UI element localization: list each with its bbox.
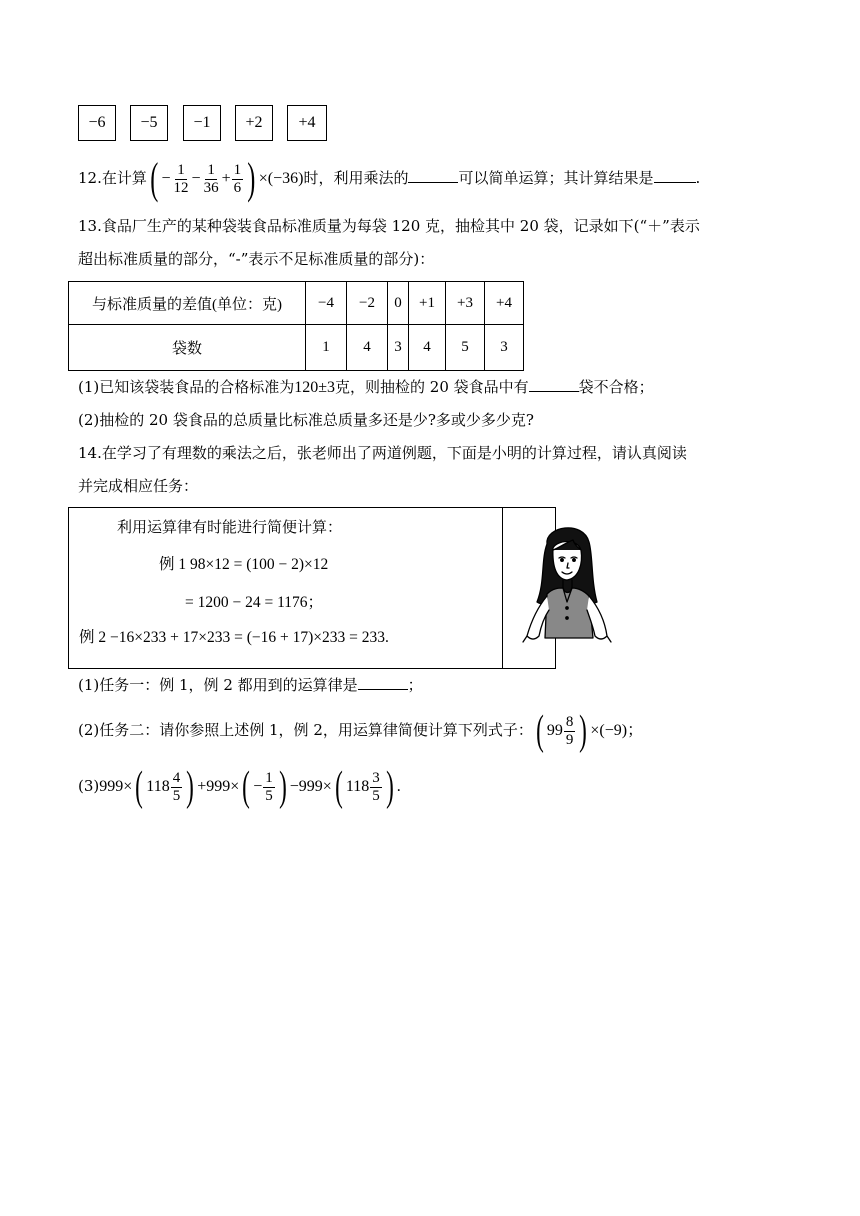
table-cell: 1: [306, 325, 347, 371]
q14-task2-lparen: (: [536, 708, 544, 754]
q14-task3-lparen2: (: [242, 764, 251, 810]
q14-task3-part1: 999×: [99, 778, 133, 795]
table-cell: +4: [485, 282, 524, 325]
example-box-divider: [502, 508, 503, 668]
q14-task1-text: (1)任务一：例 1，例 2 都用到的运算律是: [78, 676, 358, 694]
q13-line-2: 超出标准质量的部分，“-”表示不足标准质量的部分)：: [78, 250, 435, 268]
table-cell: −4: [306, 282, 347, 325]
q12-f2-num: 1: [207, 161, 215, 178]
q14-task3-fraction3: [370, 770, 382, 805]
q14-task3-rparen1: ): [186, 764, 195, 810]
example-1-line-a: 例 1 98×12 = (100 − 2)×12: [159, 556, 329, 573]
q14-task2-den: 9: [565, 731, 574, 748]
example-1-line-b: = 1200 − 24 = 1176；: [185, 594, 324, 611]
number-box-4: +2: [235, 105, 273, 141]
q14-task1-end: ；: [407, 676, 423, 694]
table-header-count: 袋数: [69, 325, 306, 371]
q13-data-table: [68, 281, 524, 371]
table-cell: 4: [347, 325, 388, 371]
q14-task2-whole: 99: [546, 722, 563, 739]
question-12: [78, 154, 701, 203]
q14-task3-den3: 5: [372, 787, 380, 804]
q12-blank-1: [408, 166, 458, 183]
q14-task3-num1: 4: [172, 769, 181, 786]
table-cell: 3: [388, 325, 409, 371]
q13-line-1: 13.食品厂生产的某种袋装食品标准质量为每袋 120 克，抽检其中 20 袋，记录如下(“＋”表示: [78, 217, 700, 235]
q14-task-1: [78, 673, 423, 696]
table-cell: 3: [485, 325, 524, 371]
q12-left-paren: (: [150, 154, 159, 203]
q12-f1-den: 12: [173, 179, 189, 196]
q13-sub-1: [78, 375, 654, 399]
q13-sub1-text-a: (1)已知该袋装食品的合格标准为: [78, 378, 295, 396]
number-box-1: −6: [78, 105, 116, 141]
q12-f1-num: 1: [177, 161, 185, 178]
q13-blank: [529, 375, 579, 392]
example-2-line: 例 2 −16×233 + 17×233 = (−16 + 17)×233 = 233.: [79, 629, 389, 646]
example-box: [68, 507, 556, 669]
q14-task3-fraction1: [171, 770, 183, 805]
q14-line-1: 14.在学习了有理数的乘法之后，张老师出了两道例题，下面是小明的计算过程，请认真阅读: [78, 444, 687, 462]
table-cell: 0: [388, 282, 409, 325]
q12-blank-2: [654, 166, 696, 183]
q12-fraction-1: [172, 162, 191, 197]
q14-task2-text: (2)任务二：请你参照上述例 1，例 2，用运算律简便计算下列式子：: [78, 721, 533, 739]
q14-task3-num2: 1: [265, 769, 273, 786]
table-cell: 5: [446, 325, 485, 371]
q12-right-paren: ): [247, 154, 256, 203]
q14-task2-tail: ×(−9)；: [590, 722, 644, 739]
table-cell: +1: [409, 282, 446, 325]
q12-times-part: ×(−36): [258, 170, 304, 187]
example-title: 利用运算律有时能进行简便计算：: [117, 518, 343, 536]
q14-line-2: 并完成相应任务：: [78, 477, 199, 495]
q14-task2-fraction: [564, 714, 576, 749]
q14-task3-whole3: 118: [345, 778, 370, 795]
q14-task1-blank: [358, 673, 408, 690]
table-header-diff: 与标准质量的差值(单位：克): [69, 282, 306, 325]
q14-task3-rparen3: ): [385, 764, 394, 810]
q14-task3-num3: 3: [372, 769, 380, 786]
q14-task3-lparen1: (: [135, 764, 144, 810]
q12-prefix: 12.在计算: [78, 169, 147, 187]
table-cell: −2: [347, 282, 388, 325]
q13-sub1-text-b: 克，则抽检的 20 袋食品中有: [335, 378, 529, 396]
q12-f3-den: 6: [233, 179, 242, 196]
table-row: [69, 325, 524, 371]
q12-minus2: −: [191, 170, 201, 187]
q14-task3-part3: −999×: [289, 778, 332, 795]
q14-task3-den1: 5: [172, 787, 181, 804]
q14-task3-lparen3: (: [334, 764, 343, 810]
q14-task-2: [78, 708, 644, 754]
q14-task2-rparen: ): [579, 708, 588, 754]
q12-mid-text: 时，利用乘法的: [303, 169, 409, 187]
q12-fraction-3: [232, 162, 244, 197]
number-box-3: −1: [183, 105, 221, 141]
q13-sub1-text-c: 袋不合格；: [578, 378, 654, 396]
table-cell: 4: [409, 325, 446, 371]
q12-f3-num: 1: [233, 161, 242, 178]
q14-task3-label: (3): [78, 777, 100, 795]
number-box-2: −5: [130, 105, 168, 141]
q14-task3-rparen2: ): [278, 764, 287, 810]
q14-task-3: [78, 764, 401, 810]
q14-task3-part2: +999×: [197, 778, 240, 795]
q14-task3-den2: 5: [265, 787, 273, 804]
q13-sub1-math: 120±3: [294, 379, 336, 396]
q14-task3-end: .: [396, 778, 401, 795]
table-row: [69, 282, 524, 325]
number-box-5: +4: [287, 105, 327, 141]
q14-task2-num: 8: [565, 713, 574, 730]
q12-mid-text2: 可以简单运算；其计算结果是: [458, 169, 654, 187]
q12-plus: +: [221, 170, 231, 187]
q14-task3-minus: −: [253, 778, 263, 795]
q14-task3-fraction2: [263, 770, 275, 805]
q12-minus1: −: [161, 170, 171, 187]
q12-fraction-2: [202, 162, 221, 197]
q14-task3-whole1: 118: [146, 778, 170, 795]
table-cell: +3: [446, 282, 485, 325]
q12-f2-den: 36: [203, 179, 219, 196]
q12-end: .: [695, 169, 701, 187]
q13-sub-2: (2)抽检的 20 袋食品的总质量比标准总质量多还是少?多或少多少克?: [78, 411, 534, 429]
girl-illustration: [517, 518, 617, 658]
